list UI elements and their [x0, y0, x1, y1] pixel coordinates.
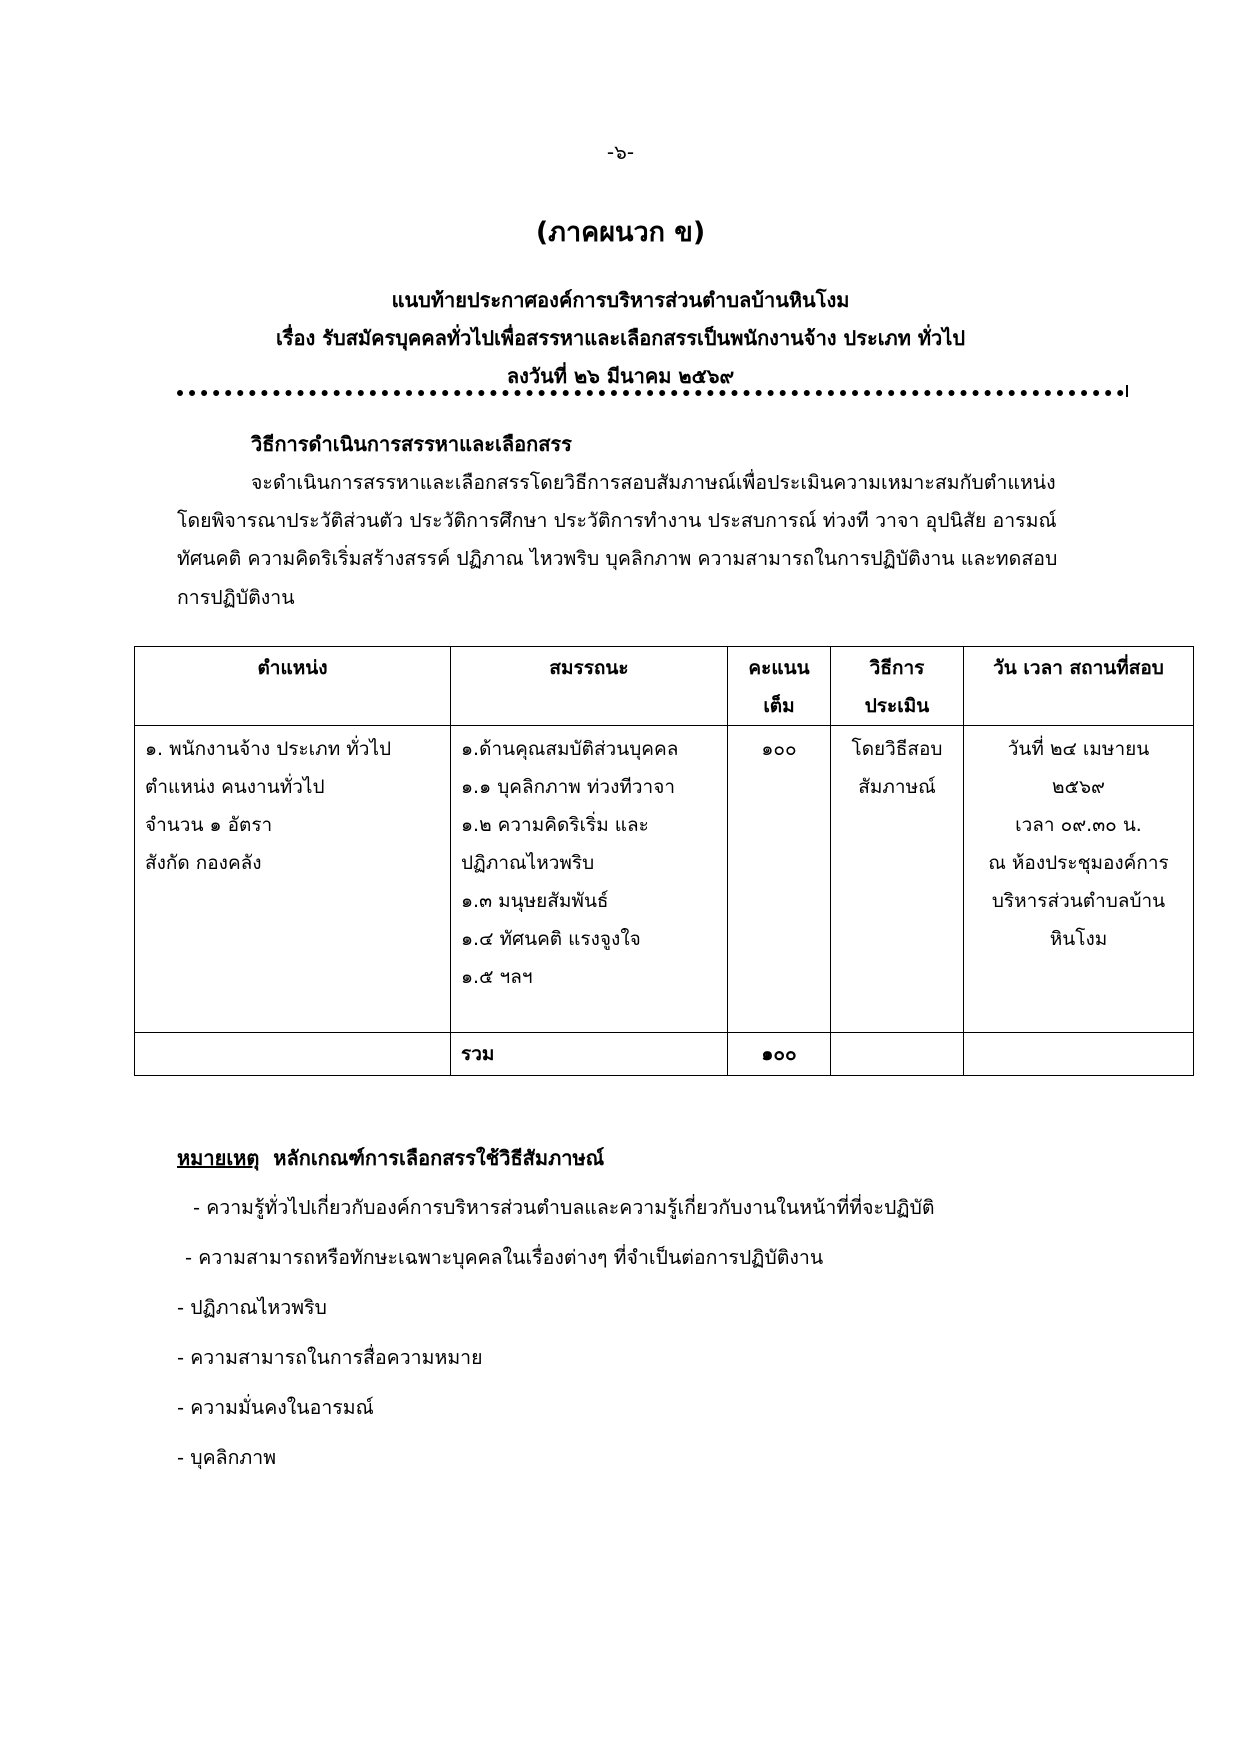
table-total-row — [135, 1033, 1194, 1076]
table-row — [135, 726, 1194, 1033]
header-score-line: เต็ม — [763, 695, 795, 717]
competency-line: ๑.๓ มนุษยสัมพันธ์ — [461, 890, 609, 912]
selection-criteria-table — [134, 646, 1194, 1076]
header-position: ตำแหน่ง — [135, 647, 451, 726]
body-text-line: โดยพิจารณาประวัติส่วนตัว ประวัติการศึกษา ประวัติการทำงาน ประสบการณ์ ท่วงที วาจา อุปนิสัย อารมณ์ — [177, 509, 1057, 532]
position-line: จำนวน ๑ อัตรา — [145, 814, 273, 836]
datetime-line: วันที่ ๒๔ เมษายน — [1007, 738, 1150, 760]
note-item: - บุคลิกภาพ — [177, 1446, 277, 1469]
datetime-line: เวลา ๐๙.๓๐ น. — [1015, 814, 1142, 836]
total-empty-cell — [831, 1033, 964, 1076]
datetime-line: บริหารส่วนตำบลบ้าน — [991, 890, 1166, 912]
body-text-line: การปฏิบัติงาน — [177, 586, 295, 609]
page-number: -๖- — [606, 140, 635, 164]
cell-date-time-place — [964, 726, 1194, 1033]
position-line: สังกัด กองคลัง — [145, 852, 262, 874]
note-heading — [177, 1142, 604, 1174]
header-method-line: ประเมิน — [864, 695, 930, 717]
total-label: รวม — [451, 1033, 728, 1076]
position-line: ตำแหน่ง คนงานทั่วไป — [145, 776, 325, 798]
competency-line: ๑.๒ ความคิดริเริ่ม และ — [461, 814, 649, 836]
header-date-time-place: วัน เวลา สถานที่สอบ — [964, 647, 1194, 726]
header-score-line: คะแนน — [748, 657, 810, 679]
note-label: หมายเหตุ — [177, 1146, 260, 1170]
note-title: หลักเกณฑ์การเลือกสรรใช้วิธีสัมภาษณ์ — [273, 1146, 605, 1170]
body-text-line: จะดำเนินการสรรหาและเลือกสรรโดยวิธีการสอบสัมภาษณ์เพื่อประเมินความเหมาะสมกับตำแหน่ง — [251, 471, 1056, 494]
cell-full-score — [728, 726, 831, 1033]
datetime-line: ณ ห้องประชุมองค์การ — [988, 852, 1169, 874]
method-line: โดยวิธีสอบ — [851, 738, 943, 760]
header-method-line: วิธีการ — [869, 657, 925, 679]
datetime-line: ๒๕๖๙ — [1052, 776, 1105, 798]
appendix-title: (ภาคผนวก ข) — [535, 217, 706, 248]
total-score: ๑๐๐ — [728, 1033, 831, 1076]
cell-method — [831, 726, 964, 1033]
note-item: - ความมั่นคงในอารมณ์ — [177, 1396, 374, 1419]
total-empty-cell — [135, 1033, 451, 1076]
header-method — [831, 647, 964, 726]
dotted-divider — [177, 390, 1124, 396]
header-competency: สมรรถนะ — [451, 647, 728, 726]
competency-line: ๑.๑ บุคลิกภาพ ท่วงทีวาจา — [461, 776, 676, 798]
announcement-date: ลงวันที่ ๒๖ มีนาคม ๒๕๖๙ — [506, 364, 735, 388]
table-header-row — [135, 647, 1194, 726]
note-item: - ความสามารถในการสื่อความหมาย — [177, 1346, 483, 1369]
competency-line: ๑.๕ ฯลฯ — [461, 966, 533, 988]
note-item: - ปฏิภาณไหวพริบ — [177, 1296, 327, 1319]
position-line: ๑. พนักงานจ้าง ประเภท ทั่วไป — [145, 738, 392, 760]
total-empty-cell — [964, 1033, 1194, 1076]
divider-end-mark — [1126, 385, 1128, 397]
method-line: สัมภาษณ์ — [858, 776, 936, 798]
competency-line: ปฏิภาณไหวพริบ — [461, 852, 595, 874]
section-heading: วิธีการดำเนินการสรรหาและเลือกสรร — [251, 432, 572, 456]
note-item: - ความสามารถหรือทักษะเฉพาะบุคคลในเรื่องต่างๆ ที่จำเป็นต่อการปฏิบัติงาน — [185, 1246, 824, 1269]
header-full-score — [728, 647, 831, 726]
competency-line: ๑.ด้านคุณสมบัติส่วนบุคคล — [461, 738, 679, 760]
note-item: - ความรู้ทั่วไปเกี่ยวกับองค์การบริหารส่วนตำบลและความรู้เกี่ยวกับงานในหน้าที่ที่จะปฏิบัติ — [193, 1196, 935, 1219]
cell-competency — [451, 726, 728, 1033]
announcement-title: แนบท้ายประกาศองค์การบริหารส่วนตำบลบ้านหินโงม — [391, 288, 850, 312]
datetime-line: หินโงม — [1049, 928, 1108, 950]
body-text-line: ทัศนคติ ความคิดริเริ่มสร้างสรรค์ ปฏิภาณ ไหวพริบ บุคลิกภาพ ความสามารถในการปฏิบัติงาน และทดสอบ — [177, 547, 1058, 570]
cell-position — [135, 726, 451, 1033]
score-value: ๑๐๐ — [761, 738, 797, 760]
announcement-subject: เรื่อง รับสมัครบุคคลทั่วไปเพื่อสรรหาและเลือกสรรเป็นพนักงานจ้าง ประเภท ทั่วไป — [275, 326, 966, 350]
competency-line: ๑.๔ ทัศนคติ แรงจูงใจ — [461, 928, 641, 950]
